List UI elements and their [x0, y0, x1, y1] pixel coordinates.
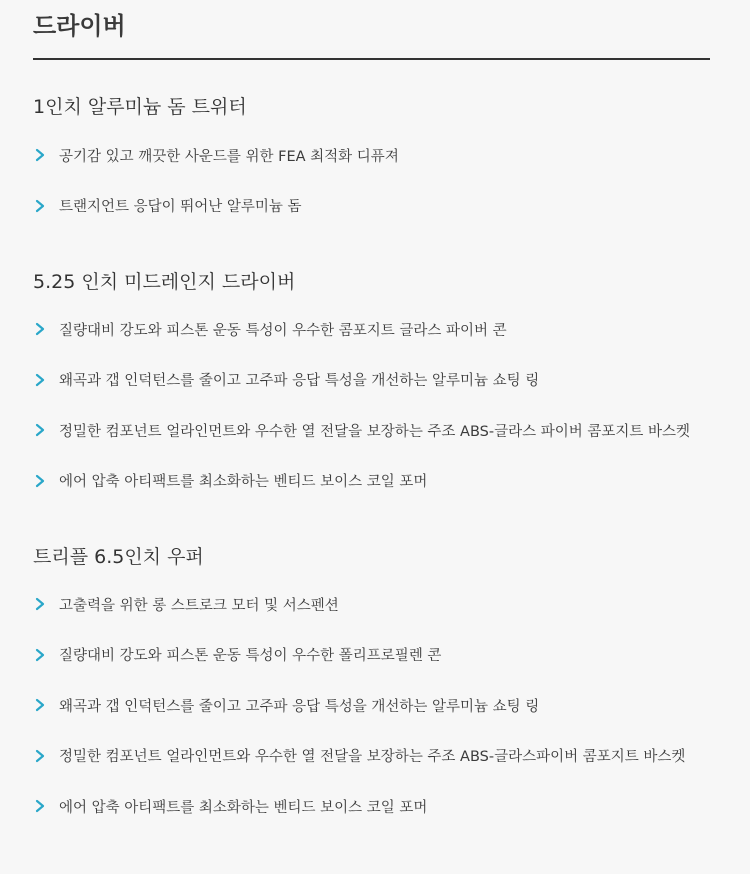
- chevron-right-icon: [33, 321, 47, 337]
- driver-spec-page: [33, 0, 710, 832]
- list-item-text: 에어 압축 아티팩트를 최소화하는 벤티드 보이스 코일 포머: [59, 799, 428, 816]
- list-item-text: 트랜지언트 응답이 뛰어난 알루미늄 돔: [59, 199, 302, 216]
- list-item-text: 왜곡과 갭 인덕턴스를 줄이고 고주파 응답 특성을 개선하는 알루미늄 쇼팅 링: [59, 373, 540, 390]
- list-item-text: 고출력을 위한 롱 스트로크 모터 및 서스펜션: [59, 597, 339, 614]
- chevron-right-icon: [33, 198, 47, 214]
- list-item-text: 질량대비 강도와 피스톤 운동 특성이 우수한 콤포지트 글라스 파이버 콘: [59, 322, 507, 339]
- list-item: [33, 630, 710, 681]
- chevron-right-icon: [33, 647, 47, 663]
- chevron-right-icon: [33, 422, 47, 438]
- chevron-right-icon: [33, 748, 47, 764]
- chevron-right-icon: [33, 596, 47, 612]
- chevron-right-icon: [33, 798, 47, 814]
- section-midrange: [33, 269, 710, 506]
- section-tweeter: [33, 94, 710, 231]
- list-item-text: 왜곡과 갭 인덕턴스를 줄이고 고주파 응답 특성을 개선하는 알루미늄 쇼팅 링: [59, 698, 540, 715]
- list-item-text: 에어 압축 아티팩트를 최소화하는 벤티드 보이스 코일 포머: [59, 474, 428, 491]
- list-item: [33, 680, 710, 731]
- chevron-right-icon: [33, 372, 47, 388]
- section-title: 트리플 6.5인치 우퍼: [33, 546, 204, 568]
- page-title: 드라이버: [33, 12, 126, 40]
- feature-list: [33, 304, 710, 506]
- list-item-text: 정밀한 컴포넌트 얼라인먼트와 우수한 열 전달을 보장하는 주조 ABS-글라스파이버 콤포지트 바스켓: [59, 749, 686, 766]
- list-item: [33, 355, 710, 406]
- chevron-right-icon: [33, 697, 47, 713]
- list-item: [33, 181, 710, 232]
- feature-list: [33, 579, 710, 832]
- section-title: 5.25 인치 미드레인지 드라이버: [33, 271, 296, 293]
- chevron-right-icon: [33, 473, 47, 489]
- feature-list: [33, 130, 710, 231]
- section-title: 1인치 알루미늄 돔 트위터: [33, 96, 247, 118]
- list-item-text: 공기감 있고 깨끗한 사운드를 위한 FEA 최적화 디퓨져: [59, 148, 399, 165]
- list-item: [33, 456, 710, 507]
- list-item: [33, 781, 710, 832]
- list-item: [33, 579, 710, 630]
- list-item: [33, 405, 710, 456]
- chevron-right-icon: [33, 147, 47, 163]
- title-divider: [33, 58, 710, 60]
- list-item: [33, 130, 710, 181]
- list-item-text: 정밀한 컴포넌트 얼라인먼트와 우수한 열 전달을 보장하는 주조 ABS-글라스 파이버 콤포지트 바스켓: [59, 423, 691, 440]
- list-item-text: 질량대비 강도와 피스톤 운동 특성이 우수한 폴리프로필렌 콘: [59, 648, 442, 665]
- section-woofer: [33, 544, 710, 832]
- list-item: [33, 731, 710, 782]
- list-item: [33, 304, 710, 355]
